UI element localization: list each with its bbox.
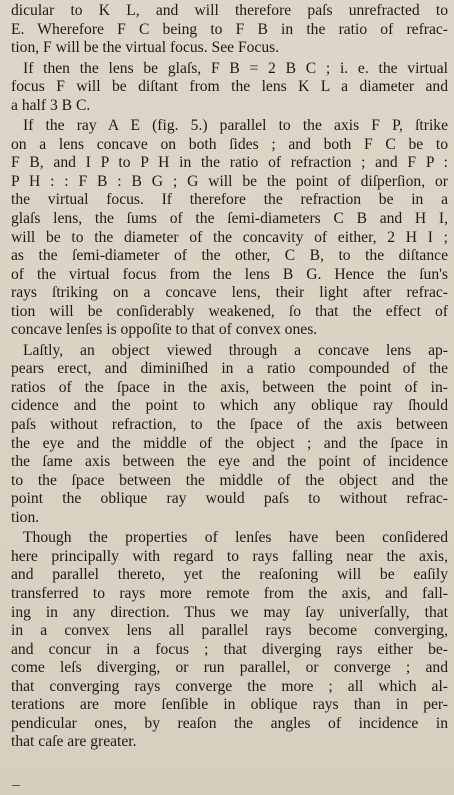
text-line: tion will be conſiderably weakened, ſo that the effect of [11, 302, 448, 320]
text-line: that caſe are greater. [11, 733, 137, 751]
text-line: dicular to K L, and will therefore paſs unrefracted to [11, 2, 448, 19]
text-line: paſs without refraction, to the ſpace of the axis between [11, 416, 448, 434]
paragraph-1 [11, 2, 448, 58]
text-line: If then the lens be glaſs, F B = 2 B C ; i. e. the virtual [23, 59, 448, 77]
text-line: Laſtly, an object viewed through a concave lens ap- [23, 341, 448, 359]
text-line: and concur in a focus ; that diverging rays either be- [11, 640, 448, 658]
paragraph-3 [11, 117, 448, 340]
text-line: If the ray A E (fig. 5.) parallel to the axis F P, ſtrike [23, 117, 448, 135]
text-line: E. Wherefore F C being to F B in the ratio of refrac- [11, 20, 448, 38]
text-line: come leſs diverging, or run parallel, or converge ; and [11, 659, 448, 677]
text-line: pears erect, and diminiſhed in a ratio compounded of the [11, 360, 448, 378]
text-line: the ſame axis between the eye and the point of incidence [11, 453, 448, 471]
text-line: rays ſtriking on a concave lens, their light after refrac- [11, 284, 448, 302]
paragraph-4 [11, 342, 448, 527]
text-line: ing in any direction. Thus we may ſay univerſally, that [11, 603, 448, 621]
text-line: on a lens concave on both ſides ; and both F C be to [11, 135, 448, 153]
text-line: here principally with regard to rays falling near the axis, [11, 547, 448, 565]
text-line: will be to the diameter of the concavity of either, 2 H I ; [11, 228, 448, 246]
text-line: terations are more ſenſible in oblique rays than in per- [11, 696, 448, 714]
text-line: F B, and I P to P H in the ratio of refraction ; and F P : [11, 154, 448, 172]
body-text [11, 2, 448, 754]
text-line: as the ſemi-diameter of the other, C B, to the diſtance [11, 247, 448, 265]
paragraph-2 [11, 60, 448, 116]
text-line: that converging rays converge the more ; all which al- [11, 677, 448, 695]
text-line: cidence and the point to which any oblique ray ſhould [11, 397, 448, 415]
text-line: Though the properties of lenſes have been conſidered [23, 529, 448, 547]
text-line: and parallel thereto, yet the reaſoning will be eaſily [11, 566, 448, 584]
text-line: point the oblique ray would paſs to without refrac- [11, 490, 448, 508]
text-line: ratios of the ſpace in the axis, between the point of in- [11, 378, 448, 396]
text-line: focus F will be diſtant from the lens K L a diameter and [11, 78, 448, 96]
paragraph-5 [11, 529, 448, 752]
text-line: to the ſpace between the middle of the object and the [11, 471, 448, 489]
page-edge-mark [12, 785, 20, 790]
text-line: a half 3 B C. [11, 96, 91, 114]
text-line: the virtual focus. If therefore the refraction be in a [11, 191, 448, 209]
text-line: P H : : F B : B G ; G will be the point of diſperſion, or [11, 172, 448, 190]
text-line: concave lenſes is oppoſite to that of convex ones. [11, 321, 318, 339]
text-line: tion, F will be the virtual focus. See Focus. [11, 39, 280, 57]
text-line: in a convex lens all parallel rays become converging, [11, 622, 448, 640]
text-line: glaſs lens, the ſums of the ſemi-diameters C B and H I, [11, 210, 448, 228]
text-line: the eye and the middle of the object ; and the ſpace in [11, 434, 448, 452]
text-line: pendicular ones, by reaſon the angles of incidence in [11, 714, 448, 732]
text-line: of the virtual focus from the lens B G. Hence the ſun's [11, 265, 448, 283]
text-line: tion. [11, 508, 40, 526]
text-line: transferred to rays more remote from the axis, and fall- [11, 584, 448, 602]
